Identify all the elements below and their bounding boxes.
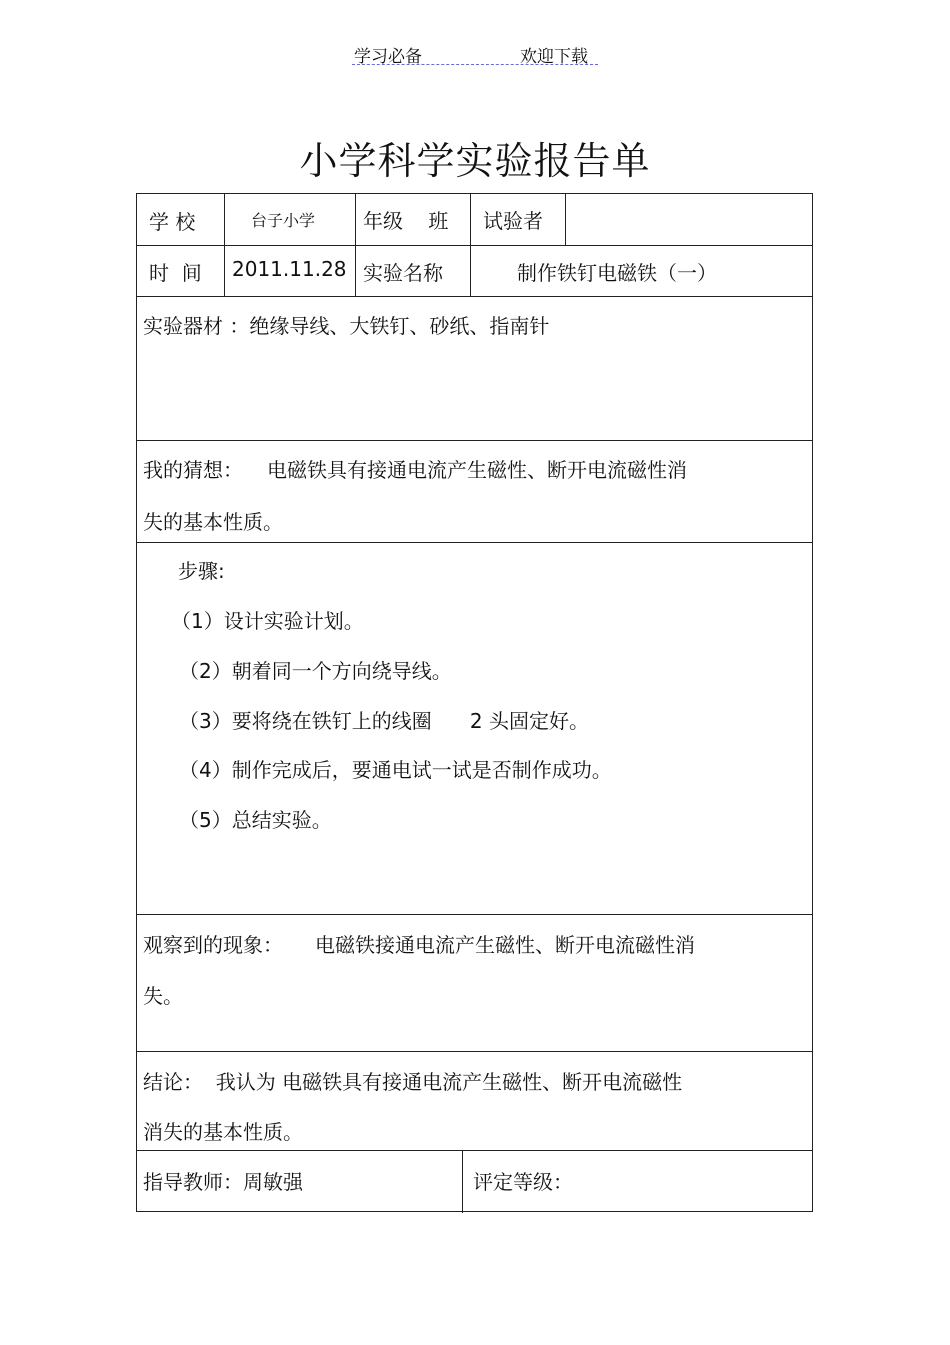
row-divider xyxy=(137,440,812,441)
row-divider xyxy=(137,1051,812,1052)
experiment-name-value: 制作铁钉电磁铁（一） xyxy=(517,261,717,285)
document-title: 小学科学实验报告单 xyxy=(299,139,651,183)
hypothesis-line1: 电磁铁具有接通电流产生磁性、断开电流磁性消 xyxy=(267,458,687,482)
grade-label: 年级 班 xyxy=(363,209,449,233)
tester-label: 试验者 xyxy=(483,209,543,233)
header-right-text: 欢迎下载 xyxy=(520,47,588,67)
row-divider xyxy=(137,1150,812,1151)
school-value: 台子小学 xyxy=(251,211,316,230)
col-divider xyxy=(565,194,566,245)
row-divider xyxy=(137,296,812,297)
col-divider xyxy=(355,194,356,296)
time-value: 2011.11.28 xyxy=(232,257,347,281)
teacher-text: 指导教师：周敏强 xyxy=(143,1170,303,1194)
conclusion-line1: 结论： 我认为 电磁铁具有接通电流产生磁性、断开电流磁性 xyxy=(143,1070,683,1094)
step-item: （3）要将绕在铁钉上的线圈 2 头固定好。 xyxy=(179,709,589,733)
step-item: （1）设计实验计划。 xyxy=(171,609,364,633)
grade-rating-label: 评定等级： xyxy=(473,1170,573,1194)
header-left-text: 学习必备 xyxy=(354,47,422,67)
step-item: （4）制作完成后，要通电试一试是否制作成功。 xyxy=(179,758,612,782)
row-divider xyxy=(137,245,812,246)
hypothesis-label: 我的猜想： xyxy=(143,458,243,482)
conclusion-line2: 消失的基本性质。 xyxy=(143,1120,303,1144)
row-divider xyxy=(137,914,812,915)
materials-text: 实验器材 ：绝缘导线、大铁钉、砂纸、指南针 xyxy=(143,314,550,338)
steps-label: 步骤: xyxy=(178,559,225,583)
col-divider xyxy=(470,194,471,296)
row-divider xyxy=(137,542,812,543)
observation-line1: 电磁铁接通电流产生磁性、断开电流磁性消 xyxy=(315,933,695,957)
step-item: （2）朝着同一个方向绕导线。 xyxy=(179,659,452,683)
observation-line2: 失。 xyxy=(143,984,183,1008)
observation-label: 观察到的现象： xyxy=(143,933,283,957)
hypothesis-line2: 失的基本性质。 xyxy=(143,510,283,534)
report-table xyxy=(136,193,813,1212)
school-label: 学 校 xyxy=(149,210,196,234)
experiment-name-label: 实验名称 xyxy=(363,261,443,285)
step-item: （5）总结实验。 xyxy=(179,808,332,832)
time-label: 时 间 xyxy=(149,261,202,285)
page-header xyxy=(352,38,598,65)
col-divider xyxy=(224,194,225,296)
col-divider xyxy=(462,1150,463,1213)
